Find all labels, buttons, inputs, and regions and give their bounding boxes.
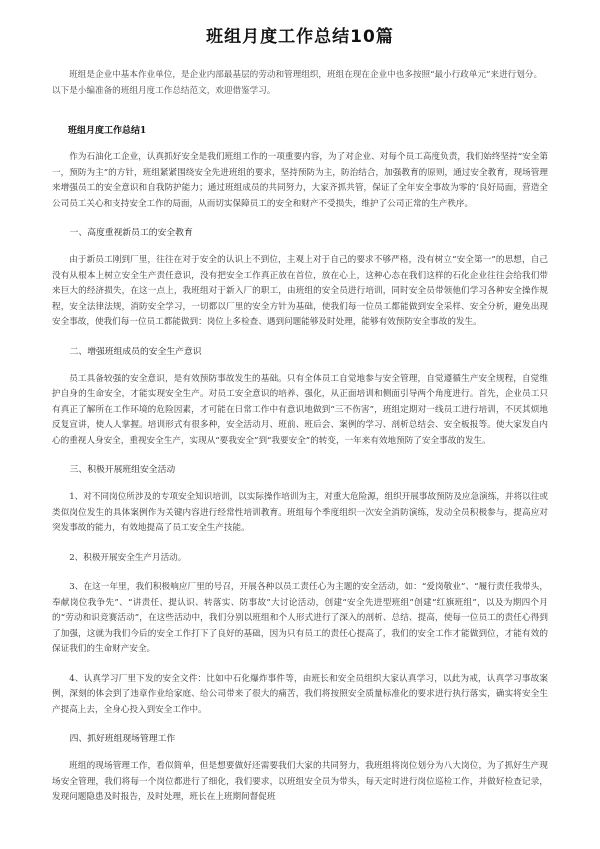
body-paragraph: 1、对不同岗位所涉及的专项安全知识培训，以实际操作培训为主，对重大危险源，组织开展事故预防及应急演练，并将以往或类似岗位发生的具体案例作为关键内容进行经常性培训教育。班组每个季度组织一次安全消防演练，发动全员积极参与，提高应对突发事故的能力，有效地提高了员工安全生产技能。	[52, 492, 548, 533]
body-paragraph: 2、积极开展安全生产月活动。	[69, 552, 187, 563]
section-heading: 三、积极开展班组安全活动	[69, 465, 176, 475]
document-body	[52, 150, 548, 806]
section-heading: 一、高度重视新员工的安全教育	[69, 228, 193, 238]
section-title: 班组月度工作总结1	[68, 126, 147, 136]
section-heading: 二、增强班组成员的安全生产意识	[69, 346, 202, 357]
body-paragraph: 由于新员工刚到厂里，往往在对于安全的认识上不到位，主观上对于自己的要求不够严格，没有树立“安全第一”的思想，自己没有从根本上树立安全生产责任意识，没有把安全工作真正放在首位，放在心上，这种心态在我们这样的石化企业往往会给我们带来巨大的经济损失，在这一点上，我班组对于新入厂的职工，由班组的安全员进行培训，同时安全员带领他们学习各种安全操作规程，安全法律法规，消防安全学习，一切都以厂里的安全方针为基础，使我们每一位员工都能做到安全采样、安全分析，避免出现安全事故，使我们每一位员工都能做到：岗位上多检查、遇到问题能够及时处理，能够有效预防安全事故的发生。	[52, 255, 548, 327]
section-heading: 四、抓好班组现场管理工作	[69, 734, 176, 744]
document-title: 班组月度工作总结10篇	[206, 27, 394, 47]
body-paragraph: 班组的现场管理工作，看似简单，但是想要做好还需要我们大家的共同努力，我班组将岗位划分为八大岗位，为了抓好生产现场安全管理，我们将每一个岗位都进行了细化，我们要求，以班组安全员为带头，每天定时进行岗位巡检工作，并做好检查记录，发现问题隐患及时报告，及时处理，班长在上班期间督促班	[52, 761, 548, 802]
body-paragraph: 3、在这一年里，我们积极响应厂里的号召，开展各种以员工责任心为主题的安全活动，如：“爱岗敬业”、“履行责任我带头，奉献岗位我争先”、“讲责任、提认识、转落实、防事故”大讨论活动，创建“安全先进型班组”创建“红旗班组”，以及为期四个月的“劳动和识竞赛活动”，在这些活动中，我们分别以班组和个人形式进行了深入的剖析、总结、提高，使每一位员工的责任心得到了加强，这就为我们今后的安全工作打下了良好的基础，因为只有员工的责任心提高了，我们的安全工作才能做到位，才能有效的保证我们的生命财产安全。	[52, 582, 548, 654]
body-paragraph: 4、认真学习厂里下发的安全文件：比如中石化爆炸事件等，由班长和安全员组织大家认真学习，以此为戒，认真学习事故案例，深刻的体会到了违章作业给家庭、给公司带来了很大的痛苦，我们将按照安全质量标准化的要求进行执行落实，确实将安全生产提高上去，全身心投入到安全工作中。	[52, 673, 548, 715]
intro-paragraph: 班组是企业中基本作业单位，是企业内部最基层的劳动和管理组织，班组在现在企业中也多按照“最小行政单元”来进行划分。以下是小编准备的班组月度工作总结范文，欢迎借鉴学习。	[52, 70, 543, 96]
body-paragraph: 员工具备较强的安全意识，是有效预防事故发生的基础。只有全体员工自觉地参与安全管理，自觉遵循生产安全规程，自觉维护自身的生命安全，才能实现安全生产。对员工安全意识的培养、强化，从正面培训和侧面引导两个角度进行。首先，企业员工只有真正了解所在工作环境的危险因素，才可能在日常工作中有意识地做到“三不伤害”，班组定期对一线员工进行培训，不厌其烦地反复宣讲，使人人掌握。培训形式有很多种，安全活动月、班前、班后会、案例的学习、剖析总结会、安全板报等。使大家发自内心的重视人身安全，重视安全生产，实现从“要我安全”到“我要安全”的转变，一年来有效地预防了安全事故的发生。	[52, 373, 548, 446]
body-paragraph: 作为石油化工企业，认真抓好安全是我们班组工作的一项重要内容，为了对企业、对每个员工高度负责，我们始终坚持“安全第一，预防为主”的方针，班组紧紧围绕安全先进班组的要求，坚持预防为主，防治结合，加强教育的原则，通过安全教育，现场管理来增强员工的安全意识和自我防护能力；通过班组成员的共同努力，大家齐抓共管，保证了全年安全事故为零的‘良好局面，营造全公司员工关心和支持安全工作的局面，从而切实保障员工的安全和财产不受损失，维护了公司正常的生产秩序。	[52, 152, 548, 209]
